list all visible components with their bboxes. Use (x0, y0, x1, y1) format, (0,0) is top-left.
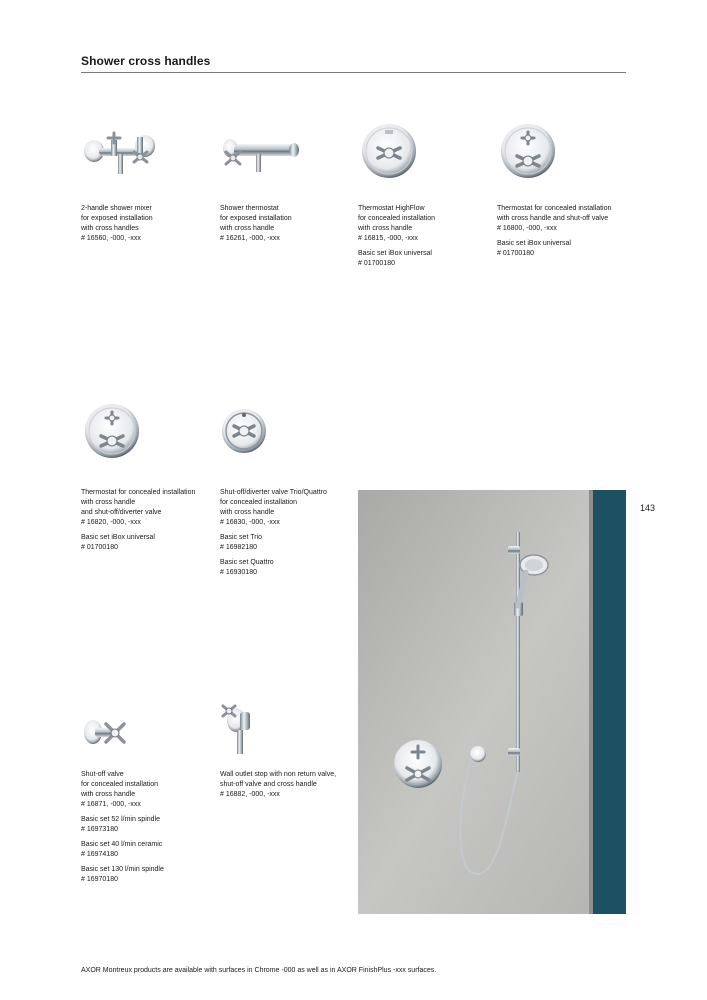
product-description-line: 2-handle shower mixer (81, 205, 152, 212)
page-number: 143 (640, 503, 656, 513)
product-text-4 (497, 204, 632, 259)
product-description-line: with cross handle and shut-off valve (497, 215, 609, 222)
product-description-line: for concealed installation (358, 215, 436, 222)
basic-set-label: Basic set 52 l/min spindle (81, 816, 160, 823)
product-image-2-handle-shower-mixer (81, 128, 161, 182)
product-description-line: shut-off valve and cross handle (220, 781, 317, 788)
basic-set-number: # 16982180 (220, 544, 257, 551)
product-description-line: with cross handle (81, 791, 136, 798)
product-article-number: # 16882, -000, -xxx (220, 791, 280, 798)
product-article-number: # 16871, -000, -xxx (81, 801, 141, 808)
basic-set-label: Basic set iBox universal (358, 250, 432, 257)
product-description-line: with cross handle (220, 225, 275, 232)
product-description-line: with cross handle (358, 225, 413, 232)
product-text-1 (81, 204, 231, 244)
basic-set-number: # 16930180 (220, 569, 257, 576)
product-article-number: # 16820, -000, -xxx (81, 519, 141, 526)
page-title: Shower cross handles (81, 54, 211, 68)
product-description-line: for concealed installation (220, 499, 298, 506)
product-text-2 (220, 204, 370, 244)
product-image-trio-quattro (220, 404, 268, 458)
basic-set-number: # 01700180 (81, 544, 118, 551)
product-text-6 (220, 488, 355, 578)
product-image-shut-off-valve (81, 706, 131, 756)
product-image-shower-thermostat (220, 128, 300, 182)
product-description-line: with cross handle (81, 499, 136, 506)
product-article-number: # 16560, -000, -xxx (81, 235, 141, 242)
product-text-5 (81, 488, 231, 553)
product-image-thermostat-diverter (81, 400, 143, 462)
basic-set-label: Basic set Trio (220, 534, 263, 541)
product-description-line: Wall outlet stop with non return valve, (220, 771, 337, 778)
product-article-number: # 16261, -000, -xxx (220, 235, 280, 242)
product-description-line: Thermostat for concealed installation (81, 489, 196, 496)
product-image-wall-outlet-stop (220, 698, 268, 758)
product-article-number: # 16830, -000, -xxx (220, 519, 280, 526)
product-text-7 (81, 770, 231, 885)
basic-set-number: # 16973180 (81, 826, 118, 833)
product-image-thermostat-highflow (358, 120, 420, 182)
basic-set-number: # 16970180 (81, 876, 118, 883)
product-description-line: Shut-off/diverter valve Trio/Quattro (220, 489, 327, 496)
product-description-line: with cross handles (81, 225, 139, 232)
product-description-line: with cross handle (220, 509, 275, 516)
product-description-line: for exposed installation (81, 215, 153, 222)
product-description-line: Thermostat for concealed installation (497, 205, 612, 212)
footer-note: AXOR Montreux products are available with surfaces in Chrome -000 as well as in AXOR FinishPlus -xxx surfaces. (81, 967, 437, 974)
basic-set-label: Basic set iBox universal (497, 240, 571, 247)
basic-set-label: Basic set Quattro (220, 559, 274, 566)
basic-set-number: # 16974180 (81, 851, 118, 858)
basic-set-number: # 01700180 (358, 260, 395, 267)
product-description-line: Shower thermostat (220, 205, 279, 212)
product-description-line: Shut-off valve (81, 771, 124, 778)
product-article-number: # 16800, -000, -xxx (497, 225, 557, 232)
shower-installation-photo (358, 490, 626, 914)
basic-set-label: Basic set iBox universal (81, 534, 155, 541)
basic-set-label: Basic set 40 l/min ceramic (81, 841, 163, 848)
product-description-line: for exposed installation (220, 215, 292, 222)
product-text-3 (358, 204, 508, 269)
product-description-line: Thermostat HighFlow (358, 205, 425, 212)
basic-set-label: Basic set 130 l/min spindle (81, 866, 164, 873)
basic-set-number: # 01700180 (497, 250, 534, 257)
product-description-line: and shut-off/diverter valve (81, 509, 162, 516)
product-text-8 (220, 770, 355, 800)
product-article-number: # 16815, -000, -xxx (358, 235, 418, 242)
title-rule (81, 72, 626, 73)
product-image-thermostat-shut-off (497, 120, 559, 182)
product-description-line: for concealed installation (81, 781, 159, 788)
